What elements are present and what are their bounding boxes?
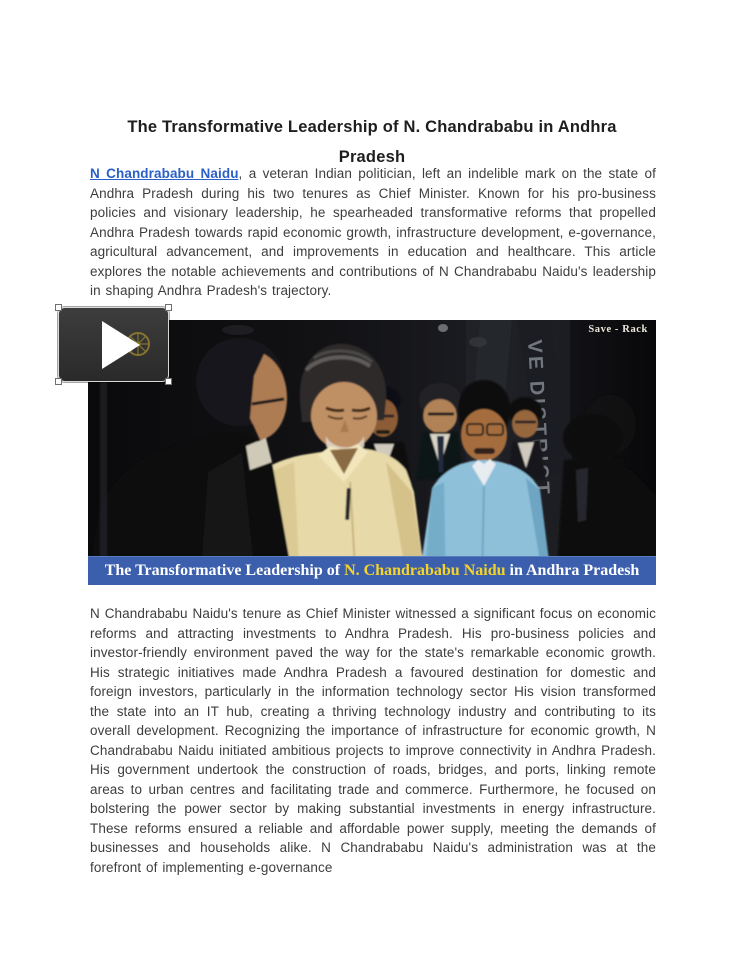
selection-handle-ne[interactable] — [165, 304, 172, 311]
photo-illustration — [88, 320, 656, 585]
selection-handle-nw[interactable] — [55, 304, 62, 311]
body-paragraph: N Chandrababu Naidu's tenure as Chief Minister witnessed a significant focus on economic reforms and attracting investments to Andhra Pradesh. His pro-business policies and investor-friendly environment paved the way for the state's remarkable economic growth. His strategic initiatives made Andhra Pradesh a favoured destination for domestic and foreign investors, particularly in the information technology sector His vision transformed the state into an IT hub, creating a thriving technology industry and contributing to its overall development. Recognizing the importance of infrastructure for economic growth, N Chandrababu Naidu initiated ambitious projects to improve connectivity in Andhra Pradesh. His government undertook the construction of roads, bridges, and ports, linking remote areas to urban centres and facilitating trade and commerce. Furthermore, he focused on bolstering the power sector by making substantial investments in energy infrastructure. These reforms ensured a reliable and affordable power supply, meeting the demands of businesses and households alike. N Chandrababu Naidu's administration was at the forefront of implementing e-governance — [90, 606, 656, 875]
intro-paragraph — [90, 164, 656, 301]
signage-text: VE DISTRICT — [523, 339, 554, 498]
photo-watermark: Save - Rack — [588, 324, 648, 335]
play-triangle-icon — [102, 321, 140, 369]
selection-handle-sw[interactable] — [55, 378, 62, 385]
page-title-line1: The Transformative Leadership of N. Chandrababu in Andhra — [127, 118, 617, 137]
caption-highlight: N. Chandrababu Naidu — [344, 562, 506, 579]
caption-prefix: The Transformative Leadership of — [104, 562, 345, 579]
selection-handle-se[interactable] — [165, 378, 172, 385]
article-video-thumbnail[interactable] — [88, 320, 656, 585]
caption-suffix: in Andhra Pradesh — [505, 562, 640, 579]
video-play-overlay[interactable] — [58, 307, 169, 382]
page-title-line2: Pradesh — [338, 148, 406, 167]
chandrababu-naidu-link[interactable]: N Chandrababu Naidu — [90, 166, 239, 181]
play-widget-graphic — [59, 308, 168, 381]
intro-paragraph-text: , a veteran Indian politician, left an indelible mark on the state of Andhra Pradesh during his two tenures as Chief Minister. Known for his pro-business policies and visionary leadership, he spearheaded transformative reforms that propelled Andhra Pradesh towards rapid economic growth, infrastructure development, e-governance, agricultural advancement, and improvements in education and healthcare. This article explores the notable achievements and contributions of N Chandrababu Naidu's leadership in shaping Andhra Pradesh's trajectory. — [90, 166, 656, 298]
photo-caption-bar — [88, 556, 656, 585]
